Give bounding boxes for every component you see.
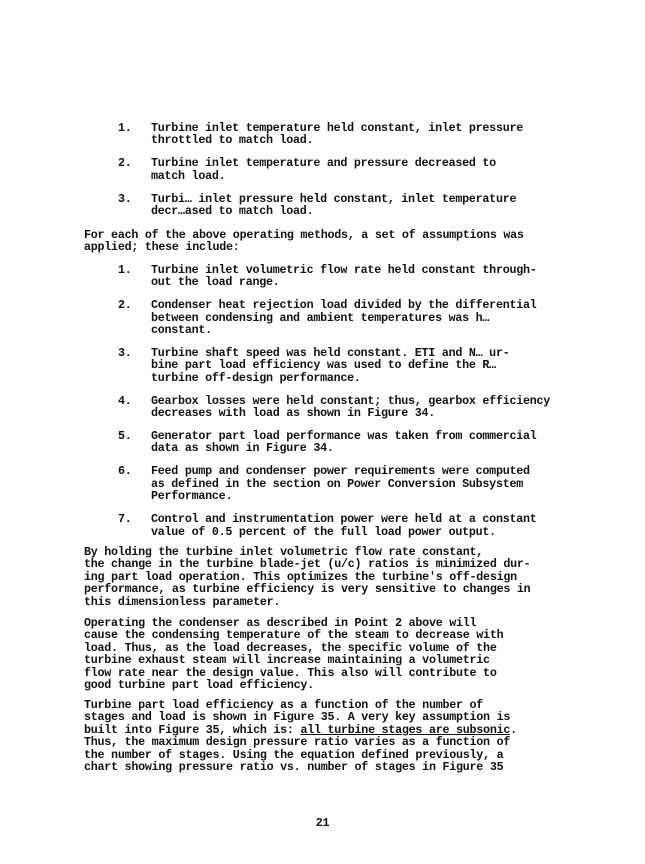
list-item	[118, 193, 568, 218]
list-item-number: 4.	[118, 393, 132, 408]
list-item	[118, 299, 568, 336]
list-item-text: Turbine inlet temperature held constant, inlet pressure throttled to match load.	[151, 121, 524, 148]
list-item	[118, 347, 568, 384]
list-item-text: Turbine inlet volumetric flow rate held constant through- out the load range.	[151, 263, 537, 290]
list-item	[118, 430, 568, 455]
list-item	[118, 395, 568, 420]
list-item-text: Turbi… inlet pressure held constant, inlet temperature decr…ased to match load.	[151, 191, 517, 219]
list-item-number: 3.	[118, 346, 132, 361]
list-item-text: Condenser heat rejection load divided by the differential between condensing and ambient temperatures was h… constant.	[151, 298, 537, 338]
assumption-list	[118, 264, 568, 548]
list-item-number: 1.	[118, 121, 132, 135]
method-list	[118, 122, 568, 228]
list-item	[118, 264, 568, 289]
list-item-number: 2.	[118, 298, 132, 313]
list-item-number: 5.	[118, 429, 132, 444]
list-item	[118, 513, 568, 538]
paragraph-part-load-text-a: Turbine part load efficiency as a function of the number of stages and load is shown in Figure 35. A very key assumption is built into Figure 35, which is:	[84, 698, 511, 737]
intro-paragraph: For each of the above operating methods, a set of assumptions was applied; these include:	[84, 228, 524, 255]
list-item-text: Turbine inlet temperature and pressure decreased to match load.	[151, 156, 496, 183]
list-item	[118, 122, 568, 147]
underlined-assumption: all turbine stages are subsonic	[300, 722, 511, 737]
list-item-number: 3.	[118, 191, 132, 206]
list-item-text: Feed pump and condenser power requirements were computed as defined in the section on Power Conversion Subsystem Performance.	[151, 464, 530, 504]
page-number: 21	[315, 816, 330, 830]
paragraph-part-load-text-b: . Thus, the maximum design pressure ratio varies as a function of the number of stages. Using the equation defined previously, a chart showing pressure ratio vs. number of stages in Figure 35	[84, 722, 517, 775]
list-item-text: Turbine shaft speed was held constant. ETI and N… ur- bine part load efficiency was used to define the R… turbine off-design performance.	[151, 346, 510, 385]
paragraph-condenser: Operating the condenser as described in Point 2 above will cause the condensing temperature of the steam to decrease with load. Thus, as the load decreases, the specific volume of the turbine exhaust steam will increase maintaining a volumetric flow rate near the design value. This also will contribute to good turbine part load efficiency.	[84, 616, 504, 693]
list-item-number: 1.	[118, 263, 132, 277]
list-item-text: Gearbox losses were held constant; thus, gearbox efficiency decreases with load as shown in Figure 34.	[151, 393, 551, 421]
paragraph-part-load	[84, 699, 554, 773]
list-item-text: Control and instrumentation power were held at a constant value of 0.5 percent of the full load power output.	[151, 512, 537, 539]
list-item-text: Generator part load performance was taken from commercial data as shown in Figure 34.	[151, 429, 537, 456]
list-item	[118, 157, 568, 182]
list-item-number: 7.	[118, 512, 132, 527]
list-item-number: 6.	[118, 464, 132, 479]
paragraph-flow-rate: By holding the turbine inlet volumetric flow rate constant, the change in the turbine blade-jet (u/c) ratios is minimized dur- ing part load operation. This optimizes the turbine's off-design performance, as turbine efficiency is very sensitive to changes in this dimensionless parameter.	[84, 545, 531, 609]
list-item-number: 2.	[118, 156, 132, 171]
list-item	[118, 465, 568, 502]
